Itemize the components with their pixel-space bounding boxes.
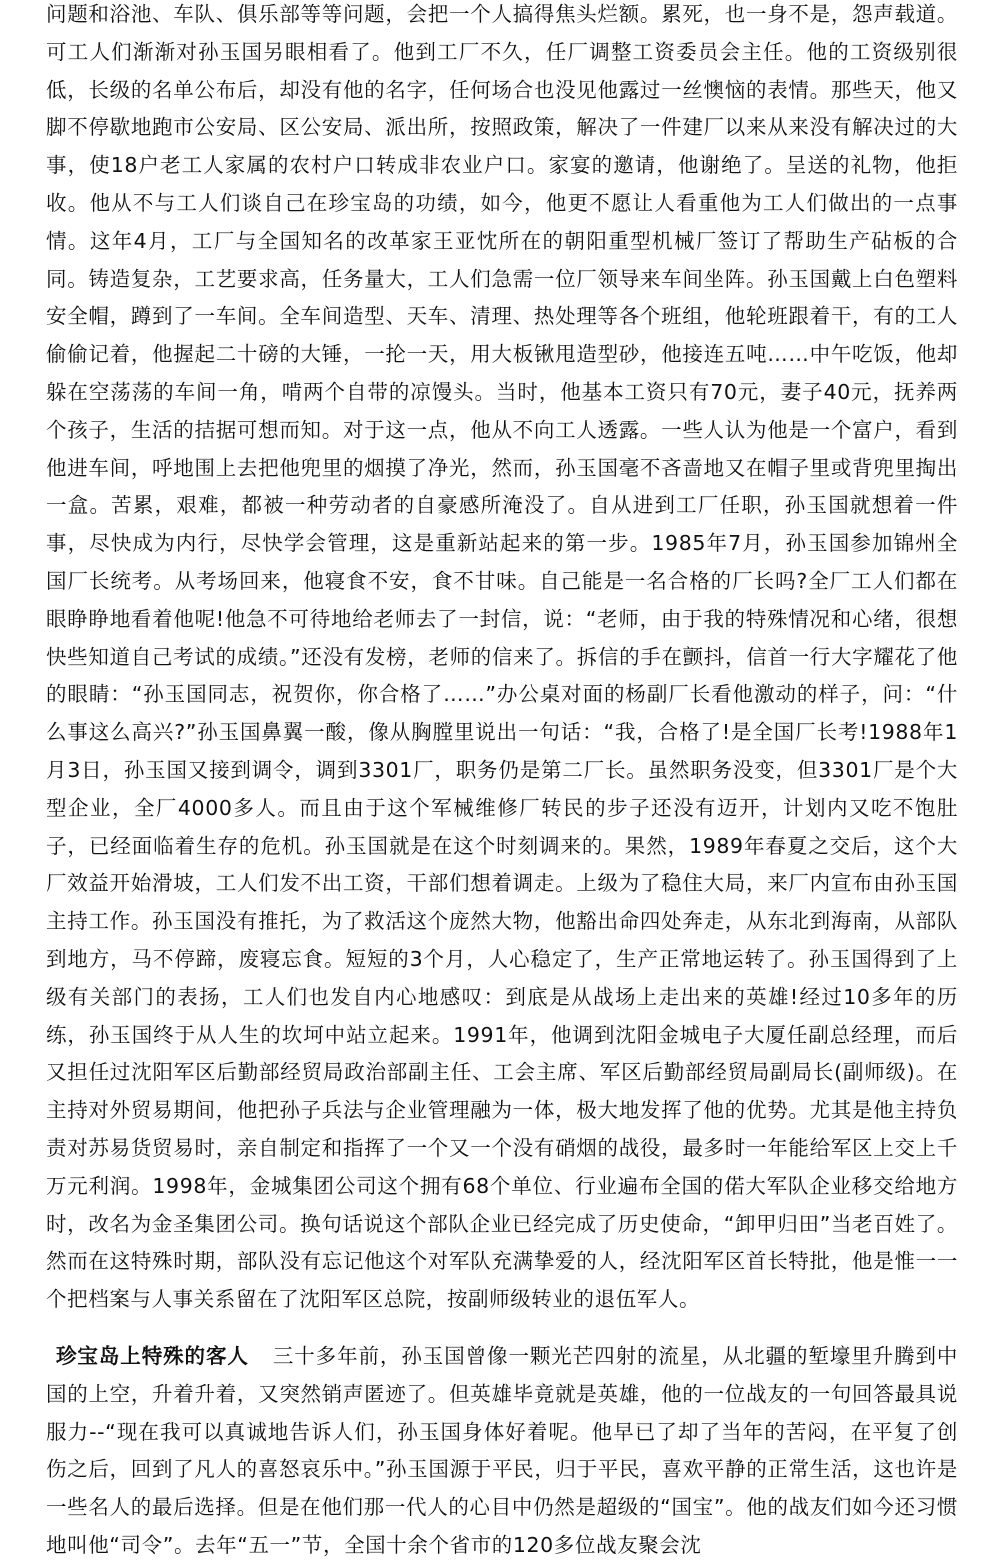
section-paragraph xyxy=(46,1338,958,1565)
body-paragraph: 问题和浴池、车队、俱乐部等等问题，会把一个人搞得焦头烂额。累死，也一身不是，怨声载道。可工人们渐渐对孙玉国另眼相看了。他到工厂不久，任厂调整工资委员会主任。他的工资级别很低，长级的名单公布后，却没有他的名字，任何场合也没见他露过一丝懊恼的表情。那些天，他又脚不停歇地跑市公安局、区公安局、派出所，按照政策，解决了一件建厂以来从来没有解决过的大事，使18户老工人家属的农村户口转成非农业户口。家宴的邀请，他谢绝了。呈送的礼物，他拒收。他从不与工人们谈自己在珍宝岛的功绩，如今，他更不愿让人看重他为工人们做出的一点事情。这年4月，工厂与全国知名的改革家王亚忱所在的朝阳重型机械厂签订了帮助生产砧板的合同。铸造复杂，工艺要求高，任务量大，工人们急需一位厂领导来车间坐阵。孙玉国戴上白色塑料安全帽，蹲到了一车间。全车间造型、天车、清理、热处理等各个班组，他轮班跟着干，有的工人偷偷记着，他握起二十磅的大锤，一抡一天，用大板锹甩造型砂，他接连五吨……中午吃饭，他却躲在空荡荡的车间一角，啃两个自带的凉馒头。当时，他基本工资只有70元，妻子40元，抚养两个孩子，生活的拮据可想而知。对于这一点，他从不向工人透露。一些人认为他是一个富户，看到他进车间，呼地围上去把他兜里的烟摸了净光，然而，孙玉国毫不吝啬地又在帽子里或背兜里掏出一盒。苦累，艰难，都被一种劳动者的自豪感所淹没了。自从进到工厂任职，孙玉国就想着一件事，尽快成为内行，尽快学会管理，这是重新站起来的第一步。1985年7月，孙玉国参加锦州全国厂长统考。从考场回来，他寝食不安，食不甘味。自己能是一名合格的厂长吗?全厂工人们都在眼睁睁地看着他呢!他急不可待地给老师去了一封信，说：“老师，由于我的特殊情况和心绪，很想快些知道自己考试的成绩。”还没有发榜，老师的信来了。拆信的手在颤抖，信首一行大字耀花了他的眼睛：“孙玉国同志，祝贺你，你合格了……”办公桌对面的杨副厂长看他激动的样子，问：“什么事这么高兴?”孙玉国鼻翼一酸，像从胸膛里说出一句话：“我，合格了!是全国厂长考!1988年1月3日，孙玉国又接到调令，调到3301厂，职务仍是第二厂长。虽然职务没变，但3301厂是个大型企业，全厂4000多人。而且由于这个军械维修厂转民的步子还没有迈开，计划内又吃不饱肚子，已经面临着生存的危机。孙玉国就是在这个时刻调来的。果然，1989年春夏之交后，这个大厂效益开始滑坡，工人们发不出工资，干部们想着调走。上级为了稳住大局，来厂内宣布由孙玉国主持工作。孙玉国没有推托，为了救活这个庞然大物，他豁出命四处奔走，从东北到海南，从部队到地方，马不停蹄，废寝忘食。短短的3个月，人心稳定了，生产正常地运转了。孙玉国得到了上级有关部门的表扬，工人们也发自内心地感叹：到底是从战场上走出来的英雄!经过10多年的历练，孙玉国终于从人生的坎坷中站立起来。1991年，他调到沈阳金城电子大厦任副总经理，而后又担任过沈阳军区后勤部经贸局政治部副主任、工会主席、军区后勤部经贸局副局长(副师级)。在主持对外贸易期间，他把孙子兵法与企业管理融为一体，极大地发挥了他的优势。尤其是他主持负责对苏易货贸易时，亲自制定和指挥了一个又一个没有硝烟的战役，最多时一年能给军区上交上千万元利润。1998年，金城集团公司这个拥有68个单位、行业遍布全国的偌大军队企业移交给地方时，改名为金圣集团公司。换句话说这个部队企业已经完成了历史使命，“卸甲归田”当老百姓了。然而在这特殊时期，部队没有忘记他这个对军队充满挚爱的人，经沈阳军区首长特批，他是惟一一个把档案与人事关系留在了沈阳军区总院，按副师级转业的退伍军人。 xyxy=(46,2,958,1312)
section-heading: 珍宝岛上特殊的客人 xyxy=(56,1344,249,1368)
section-paragraph-text: 三十多年前，孙玉国曾像一颗光芒四射的流星，从北疆的堑壕里升腾到中国的上空，升着升着，又突然销声匿迹了。但英雄毕竟就是英雄，他的一位战友的一句回答最具说服力--“现在我可以真诚地告诉人们，孙玉国身体好着呢。他早已了却了当年的苦闷，在平复了创伤之后，回到了凡人的喜怒哀乐中。”孙玉国源于平民，归于平民，喜欢平静的正常生活，这也许是一些名人的最后选择。但是在他们那一代人的心目中仍然是超级的“国宝”。他的战友们如今还习惯地叫他“司令”。去年“五一”节，全国十余个省市的120多位战友聚会沈 xyxy=(46,1344,959,1557)
